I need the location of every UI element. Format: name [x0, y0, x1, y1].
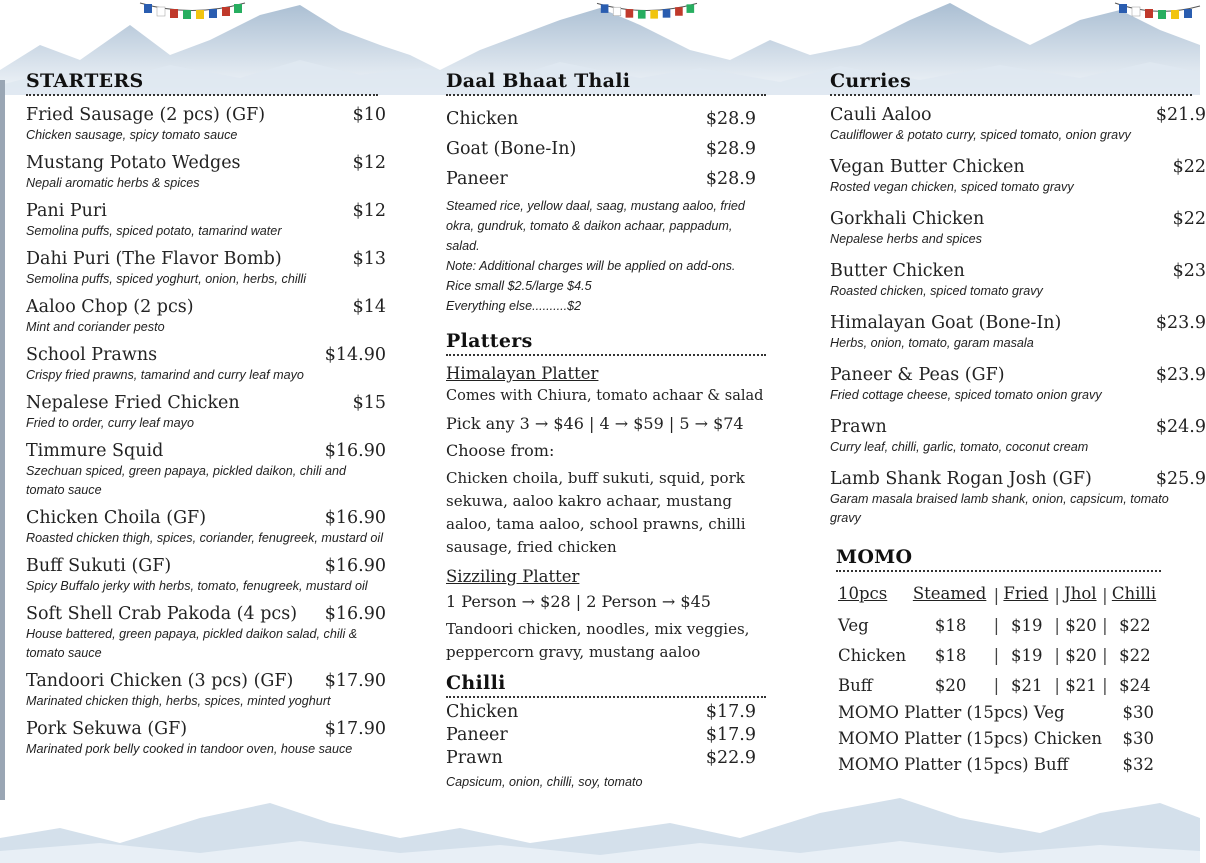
- item-name: Lamb Shank Rogan Josh (GF): [830, 469, 1092, 489]
- item-name: Paneer: [446, 169, 508, 189]
- momo-platter-row: [838, 752, 1168, 778]
- menu-item: [26, 440, 386, 500]
- item-description: Szechuan spiced, green papaya, pickled daikon, chili and tomato sauce: [26, 464, 346, 497]
- menu-item-row: [26, 152, 386, 174]
- daal-note: Note: Additional charges will be applied on add-ons.: [446, 259, 736, 273]
- menu-item: [26, 603, 386, 663]
- item-price: $24.9: [1155, 417, 1206, 437]
- momo-price: $19: [1011, 615, 1043, 635]
- item-price: $10: [352, 105, 386, 125]
- item-description: Semolina puffs, spiced yoghurt, onion, herbs, chilli: [26, 272, 307, 286]
- item-description: Curry leaf, chilli, garlic, tomato, coconut cream: [830, 440, 1089, 454]
- middle-column: [446, 70, 766, 792]
- himalayan-pick: Pick any 3 → $46 | 4 → $59 | 5 → $74: [446, 414, 744, 433]
- item-name: Pani Puri: [26, 201, 107, 221]
- menu-item: [26, 248, 386, 289]
- column-separator: |: [1054, 615, 1060, 635]
- menu-item-row: [830, 364, 1206, 386]
- menu-item: [26, 104, 386, 145]
- column-separator: |: [1054, 645, 1060, 665]
- momo-price: $20: [1065, 645, 1097, 665]
- menu-item: [26, 200, 386, 241]
- curries-title: Curries: [830, 70, 912, 92]
- daal-list: [446, 104, 756, 194]
- item-price: $23.9: [1155, 313, 1206, 333]
- momo-price: $22: [1119, 615, 1151, 635]
- column-separator: |: [993, 645, 1000, 665]
- menu-item: [830, 208, 1206, 249]
- item-description: Herbs, onion, tomato, garam masala: [830, 336, 1034, 350]
- item-description: Roasted chicken thigh, spices, coriander, fenugreek, mustard oil: [26, 531, 384, 545]
- momo-column-header: Chilli: [1111, 584, 1157, 603]
- item-name: Paneer: [446, 725, 508, 745]
- momo-price: $18: [934, 615, 967, 635]
- item-description: Marinated chicken thigh, herbs, spices, minted yoghurt: [26, 694, 331, 708]
- menu-item-row: [446, 724, 756, 747]
- menu-item-row: [26, 718, 386, 740]
- column-separator: |: [1102, 585, 1108, 605]
- item-price: $30: [1122, 729, 1154, 748]
- item-price: $17.9: [705, 725, 756, 745]
- menu-item: [26, 718, 386, 759]
- momo-type: Buff: [838, 675, 873, 695]
- item-price: $25.9: [1155, 469, 1206, 489]
- item-name: Aaloo Chop (2 pcs): [26, 297, 194, 317]
- item-price: $14.90: [324, 345, 386, 365]
- item-price: $17.90: [324, 719, 386, 739]
- chilli-list: [446, 701, 756, 770]
- item-price: $22.9: [705, 748, 756, 768]
- momo-row: [838, 670, 1158, 700]
- divider: [26, 94, 378, 96]
- item-price: $17.9: [705, 702, 756, 722]
- item-description: Roasted chicken, spiced tomato gravy: [830, 284, 1043, 298]
- menu-item-row: [446, 747, 756, 770]
- chilli-title: Chilli: [446, 672, 506, 694]
- column-separator: |: [993, 675, 1000, 695]
- momo-price: $18: [934, 645, 967, 665]
- momo-header-row: [838, 580, 1158, 610]
- item-description: Marinated pork belly cooked in tandoor oven, house sauce: [26, 742, 353, 756]
- item-price: $28.9: [705, 169, 756, 189]
- momo-price: $24: [1119, 675, 1151, 695]
- item-name: Himalayan Goat (Bone-In): [830, 313, 1062, 333]
- momo-column-header: Steamed: [912, 584, 987, 603]
- menu-item: [26, 296, 386, 337]
- right-column: [830, 70, 1206, 778]
- item-description: Spicy Buffalo jerky with herbs, tomato, fenugreek, mustard oil: [26, 579, 368, 593]
- item-description: Nepali aromatic herbs & spices: [26, 176, 200, 190]
- item-name: Chicken Choila (GF): [26, 508, 207, 528]
- item-description: Fried cottage cheese, spiced tomato onion gravy: [830, 388, 1102, 402]
- item-price: $12: [352, 201, 386, 221]
- menu-item: [26, 152, 386, 193]
- item-name: Fried Sausage (2 pcs) (GF): [26, 105, 266, 125]
- himalayan-platter-title: Himalayan Platter: [446, 364, 599, 383]
- menu-item-row: [830, 416, 1206, 438]
- menu-item: [26, 555, 386, 596]
- menu-item-row: [26, 670, 386, 692]
- menu-item-row: [26, 507, 386, 529]
- prayer-flags-icon: [597, 0, 697, 22]
- menu-item-row: [446, 104, 756, 134]
- item-price: $28.9: [705, 139, 756, 159]
- momo-type: Veg: [838, 615, 869, 635]
- menu-item: [830, 104, 1206, 145]
- item-name: Buff Sukuti (GF): [26, 556, 172, 576]
- item-description: Garam masala braised lamb shank, onion, capsicum, tomato gravy: [830, 492, 1169, 525]
- item-description: Rosted vegan chicken, spiced tomato gravy: [830, 180, 1074, 194]
- starters-list: [26, 104, 386, 759]
- menu-item: [830, 364, 1206, 405]
- column-separator: |: [1054, 675, 1060, 695]
- column-separator: |: [1102, 615, 1108, 635]
- menu-item: [830, 416, 1206, 457]
- item-name: School Prawns: [26, 345, 158, 365]
- menu-item-row: [26, 603, 386, 625]
- item-name: Chicken: [446, 109, 519, 129]
- item-name: MOMO Platter (15pcs) Veg: [838, 703, 1065, 722]
- item-name: Timmure Squid: [26, 441, 164, 461]
- item-price: $16.90: [324, 508, 386, 528]
- mountain-banner-bottom: [0, 783, 1200, 863]
- starters-section: [26, 70, 386, 766]
- column-separator: |: [1102, 645, 1108, 665]
- item-description: Crispy fried prawns, tamarind and curry leaf mayo: [26, 368, 304, 382]
- item-price: $16.90: [324, 556, 386, 576]
- momo-column-header: 10pcs: [838, 584, 888, 603]
- item-description: Semolina puffs, spiced potato, tamarind water: [26, 224, 282, 238]
- item-description: House battered, green papaya, pickled daikon salad, chili & tomato sauce: [26, 627, 358, 660]
- item-price: $17.90: [324, 671, 386, 691]
- item-price: $32: [1122, 755, 1154, 774]
- menu-item-row: [830, 312, 1206, 334]
- menu-item-row: [26, 344, 386, 366]
- sizzling-platter-title: Sizziling Platter: [446, 567, 580, 586]
- himalayan-comes-with: Comes with Chiura, tomato achaar & salad: [446, 388, 764, 404]
- starters-title: STARTERS: [26, 70, 144, 92]
- momo-column-header: Jhol: [1064, 584, 1097, 603]
- daal-rice: Rice small $2.5/large $4.5: [446, 279, 592, 293]
- item-price: $16.90: [324, 604, 386, 624]
- platters-title: Platters: [446, 330, 533, 352]
- divider: [830, 94, 1192, 96]
- item-name: Dahi Puri (The Flavor Bomb): [26, 249, 282, 269]
- item-name: Butter Chicken: [830, 261, 965, 281]
- divider: [836, 570, 1161, 572]
- item-description: Cauliflower & potato curry, spiced tomato, onion gravy: [830, 128, 1131, 142]
- item-description: Chicken sausage, spicy tomato sauce: [26, 128, 238, 142]
- momo-price: $21: [1011, 675, 1043, 695]
- menu-item-row: [830, 104, 1206, 126]
- momo-price: $22: [1119, 645, 1151, 665]
- item-price: $14: [352, 297, 386, 317]
- menu-item-row: [830, 260, 1206, 282]
- chilli-description: Capsicum, onion, chilli, soy, tomato: [446, 775, 643, 789]
- item-name: Paneer & Peas (GF): [830, 365, 1005, 385]
- menu-item: [26, 670, 386, 711]
- menu-item-row: [26, 555, 386, 577]
- column-separator: |: [993, 615, 1000, 635]
- menu-item-row: [446, 164, 756, 194]
- himalayan-options: Chicken choila, buff sukuti, squid, pork sekuwa, aaloo kakro achaar, mustang aaloo, tama aaloo, school prawns, chilli sausage, fried chicken: [446, 469, 746, 556]
- momo-row: [838, 610, 1158, 640]
- menu-item-row: [26, 440, 386, 462]
- item-name: Cauli Aaloo: [830, 105, 932, 125]
- prayer-flags-icon: [140, 0, 245, 22]
- curries-list: [830, 104, 1206, 528]
- menu-item-row: [446, 701, 756, 724]
- sizzling-pricing: 1 Person → $28 | 2 Person → $45: [446, 592, 711, 611]
- prayer-flags-icon: [1115, 0, 1200, 22]
- menu-item: [26, 507, 386, 548]
- item-name: Prawn: [830, 417, 887, 437]
- item-price: $23: [1172, 261, 1206, 281]
- momo-price: $19: [1011, 645, 1043, 665]
- menu-item: [830, 156, 1206, 197]
- momo-type: Chicken: [838, 645, 907, 665]
- item-price: $28.9: [705, 109, 756, 129]
- menu-item: [830, 260, 1206, 301]
- menu-item: [26, 344, 386, 385]
- item-description: Mint and coriander pesto: [26, 320, 165, 334]
- momo-platter-row: [838, 726, 1168, 752]
- menu-item-row: [26, 296, 386, 318]
- menu-item: [830, 312, 1206, 353]
- item-name: MOMO Platter (15pcs) Chicken: [838, 729, 1103, 748]
- momo-platters: [838, 700, 1168, 778]
- item-description: Nepalese herbs and spices: [830, 232, 982, 246]
- divider: [446, 94, 766, 96]
- item-price: $22: [1172, 209, 1206, 229]
- item-name: Vegan Butter Chicken: [830, 157, 1025, 177]
- momo-price: $21: [1065, 675, 1097, 695]
- column-separator: |: [993, 585, 1000, 605]
- item-name: Gorkhali Chicken: [830, 209, 985, 229]
- himalayan-choose: Choose from:: [446, 441, 555, 460]
- momo-price: $20: [934, 675, 967, 695]
- item-name: Soft Shell Crab Pakoda (4 pcs): [26, 604, 298, 624]
- item-name: Tandoori Chicken (3 pcs) (GF): [26, 671, 294, 691]
- item-price: $22: [1172, 157, 1206, 177]
- momo-column-header: Fried: [1003, 584, 1049, 603]
- item-price: $30: [1122, 703, 1154, 722]
- daal-title: Daal Bhaat Thali: [446, 70, 631, 92]
- column-separator: |: [1102, 675, 1108, 695]
- item-price: $13: [352, 249, 386, 269]
- menu-item-row: [26, 248, 386, 270]
- menu-item-row: [26, 392, 386, 414]
- menu-item: [830, 468, 1206, 528]
- item-name: Prawn: [446, 748, 503, 768]
- item-description: Fried to order, curry leaf mayo: [26, 416, 194, 430]
- item-name: Mustang Potato Wedges: [26, 153, 241, 173]
- item-price: $15: [352, 393, 386, 413]
- item-name: Goat (Bone-In): [446, 139, 577, 159]
- menu-item-row: [830, 468, 1206, 490]
- divider: [446, 354, 766, 356]
- divider: [446, 696, 766, 698]
- momo-table: [838, 580, 1158, 700]
- menu-item-row: [830, 156, 1206, 178]
- menu-item: [26, 392, 386, 433]
- menu-item-row: [830, 208, 1206, 230]
- item-name: Pork Sekuwa (GF): [26, 719, 188, 739]
- menu-item-row: [446, 134, 756, 164]
- item-name: Chicken: [446, 702, 519, 722]
- item-price: $16.90: [324, 441, 386, 461]
- menu-item-row: [26, 104, 386, 126]
- momo-platter-row: [838, 700, 1168, 726]
- momo-title: MOMO: [836, 546, 913, 568]
- item-price: $12: [352, 153, 386, 173]
- momo-row: [838, 640, 1158, 670]
- item-price: $21.9: [1155, 105, 1206, 125]
- daal-everything-else: Everything else..........$2: [446, 299, 582, 313]
- left-edge-bar: [0, 80, 5, 800]
- item-name: MOMO Platter (15pcs) Buff: [838, 755, 1069, 774]
- column-separator: |: [1054, 585, 1060, 605]
- daal-description: Steamed rice, yellow daal, saag, mustang aaloo, fried okra, gundruk, tomato & daikon achaar, pappadum, salad.: [446, 199, 745, 253]
- item-name: Nepalese Fried Chicken: [26, 393, 240, 413]
- menu-item-row: [26, 200, 386, 222]
- sizzling-description: Tandoori chicken, noodles, mix veggies, peppercorn gravy, mustang aaloo: [446, 620, 750, 661]
- item-price: $23.9: [1155, 365, 1206, 385]
- momo-price: $20: [1065, 615, 1097, 635]
